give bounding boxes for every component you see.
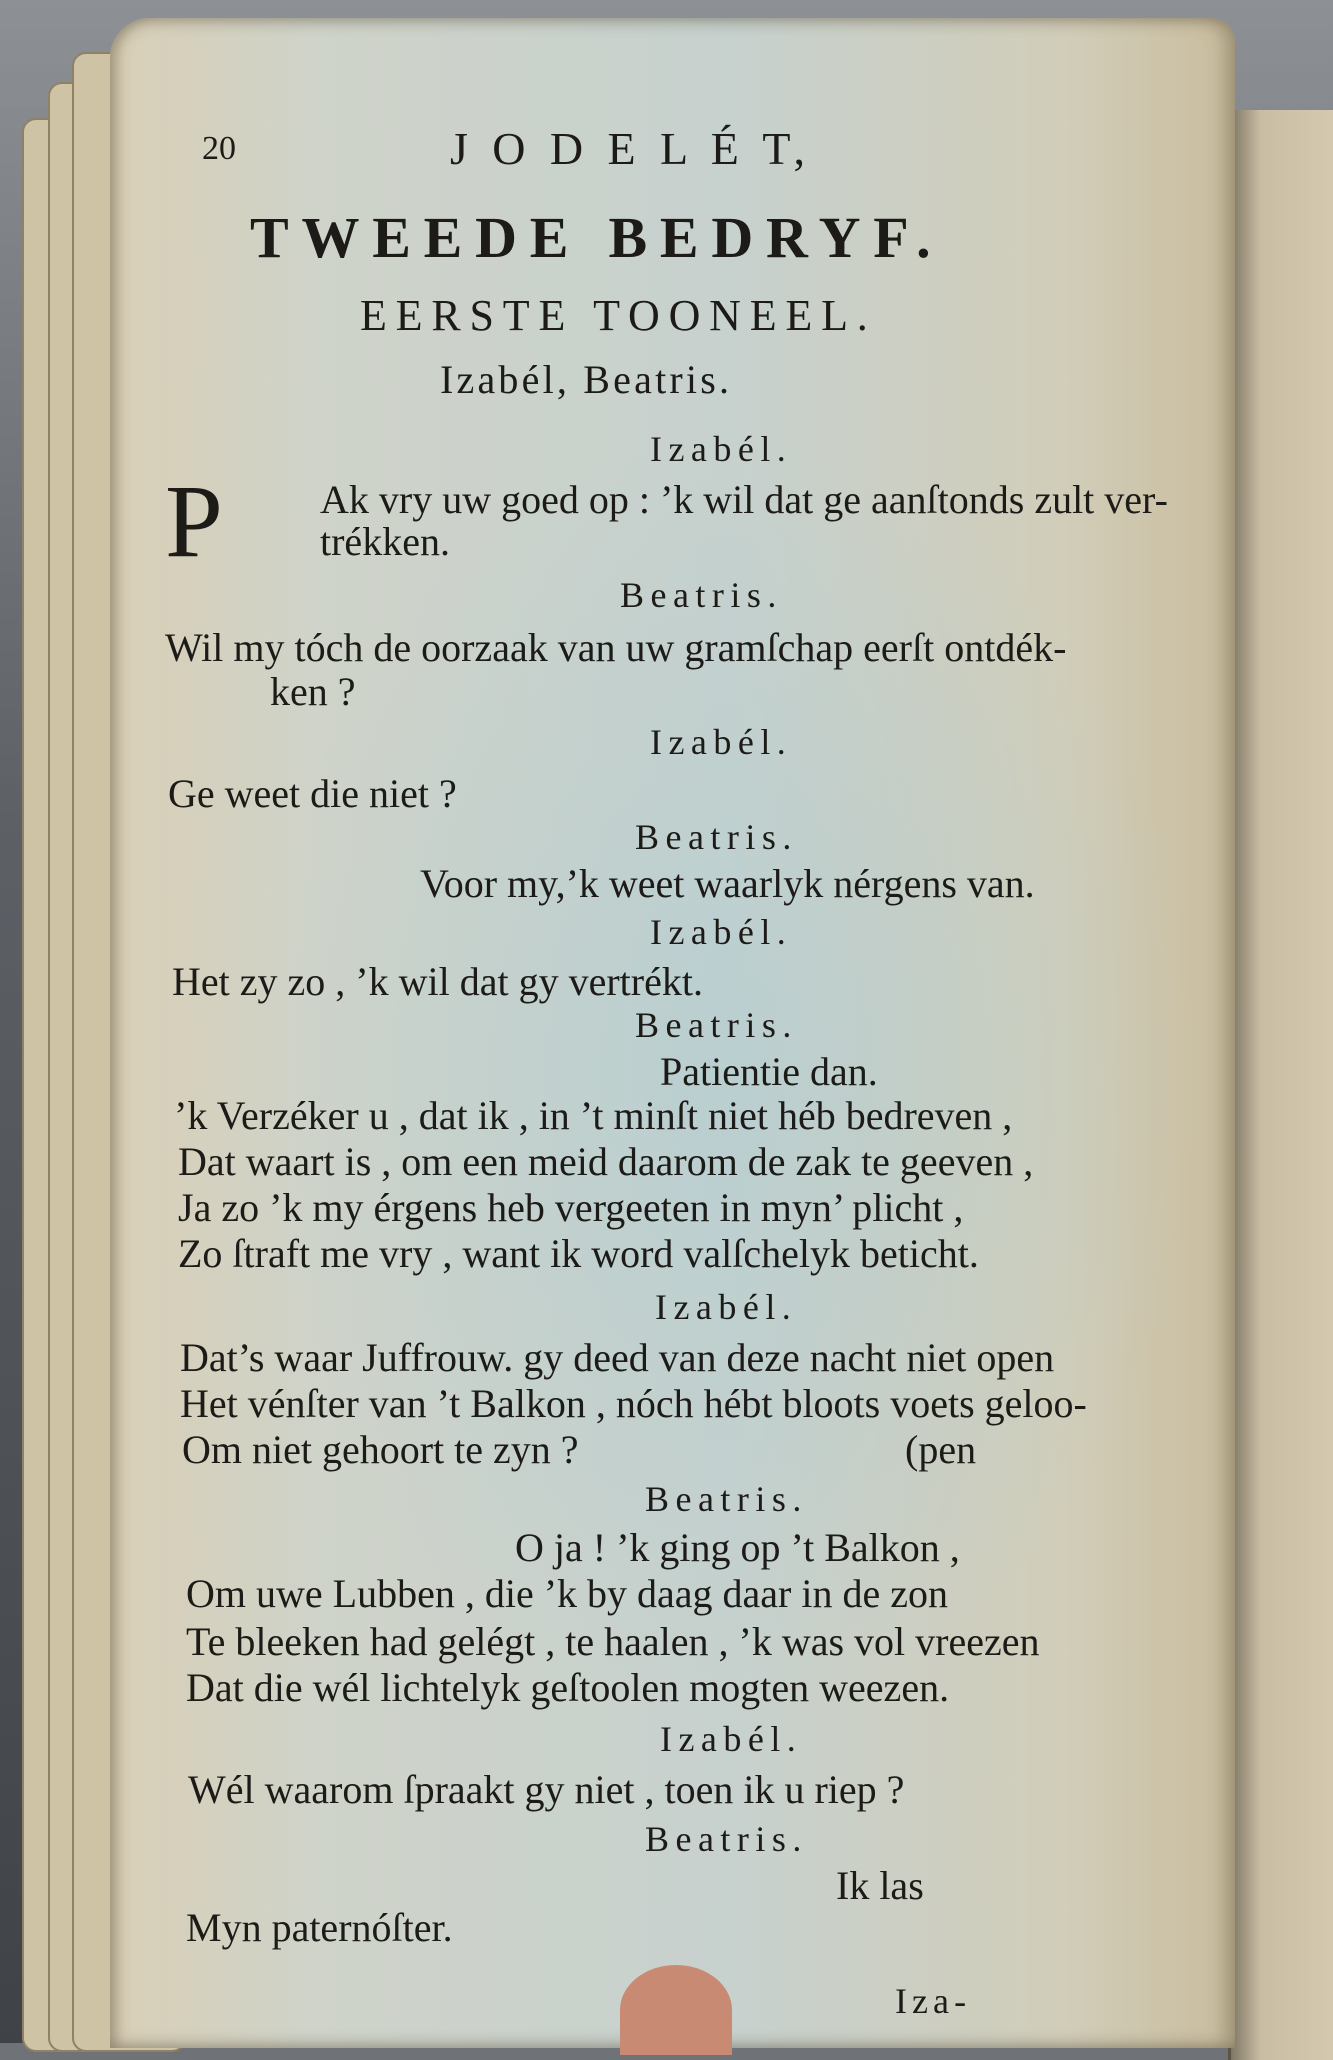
verse-line: Wél waarom ſpraakt gy niet , toen ik u riep ? [188, 1767, 905, 1812]
speaker-name: Beatris. [645, 1479, 808, 1519]
verse-line: Voor my,’k weet waarlyk nérgens van. [420, 861, 1035, 906]
speaker-name: Izabél. [660, 1719, 803, 1759]
speaker-name: Izabél. [650, 912, 793, 952]
catchword: Iza- [895, 1981, 972, 2021]
verse-line: trékken. [320, 519, 450, 564]
verse-line: Ik las [836, 1863, 924, 1908]
speaker-name: Beatris. [620, 575, 783, 615]
library-stamp [620, 1965, 732, 2055]
verse-line: Ja zo ’k my érgens heb vergeeten in myn’ plicht , [178, 1185, 964, 1230]
scene-title: EERSTE TOONEEL. [360, 291, 877, 340]
verse-line: Dat’s waar Juffrouw. gy deed van deze nacht niet open [180, 1335, 1055, 1380]
speaker-name: Izabél. [650, 429, 793, 469]
verse-line: Om uwe Lubben , die ’k by daag daar in de zon [186, 1571, 948, 1616]
speaker-name: Izabél. [650, 722, 793, 762]
verse-line: Myn paternóſter. [186, 1905, 453, 1950]
verse-line: Ak vry uw goed op : ’k wil dat ge aanſtonds zult ver- [320, 477, 1168, 522]
speaker-name: Izabél. [655, 1287, 798, 1327]
book-page [110, 18, 1235, 2048]
verse-line: Dat die wél lichtelyk geſtoolen mogten weezen. [186, 1665, 950, 1710]
verse-line: (pen [905, 1427, 977, 1472]
characters-list: Izabél, Beatris. [440, 357, 733, 402]
facing-page-edge [1228, 110, 1333, 2060]
verse-line: Te bleeken had gelégt , te haalen , ’k was vol vreezen [186, 1619, 1040, 1664]
act-title: TWEEDE BEDRYF. [250, 205, 944, 270]
drop-cap: P [165, 464, 223, 579]
verse-line: Patientie dan. [660, 1049, 878, 1094]
speaker-name: Beatris. [645, 1819, 808, 1859]
speaker-name: Beatris. [635, 817, 798, 857]
verse-line: ’k Verzéker u , dat ik , in ’t minſt niet héb bedreven , [174, 1093, 1013, 1138]
verse-line: Ge weet die niet ? [168, 771, 457, 816]
page-number: 20 [202, 130, 236, 167]
verse-line: Het zy zo , ’k wil dat gy vertrékt. [172, 959, 703, 1004]
verse-line: O ja ! ’k ging op ’t Balkon , [515, 1525, 960, 1570]
speaker-name: Beatris. [635, 1005, 798, 1045]
verse-line: Het vénſter van ’t Balkon , nóch hébt bloots voets geloo- [180, 1381, 1087, 1426]
verse-line: Om niet gehoort te zyn ? [182, 1427, 579, 1472]
verse-line: Zo ſtraft me vry , want ik word valſchelyk beticht. [178, 1231, 979, 1276]
verse-line: Wil my tóch de oorzaak van uw gramſchap eerſt ontdék- [165, 625, 1067, 670]
verse-line: ken ? [270, 669, 356, 714]
verse-line: Dat waart is , om een meid daarom de zak te geeven , [178, 1139, 1034, 1184]
running-title: J O D E L É T, [450, 123, 812, 174]
